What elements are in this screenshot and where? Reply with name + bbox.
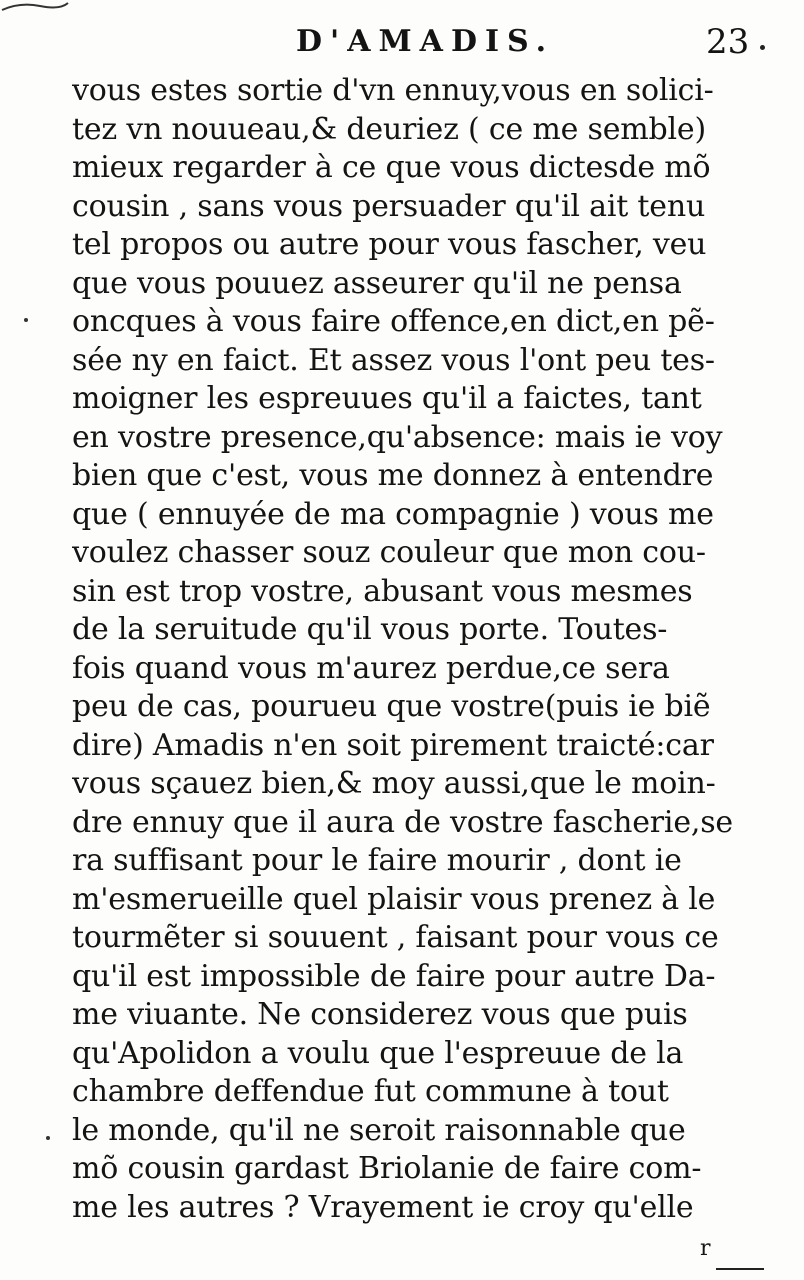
text-line: me les autres ? Vrayement ie croy qu'elle [72, 1189, 694, 1225]
text-line: chambre deffendue fut commune à tout [72, 1074, 669, 1109]
text-line: tourmẽter si souuent , faisant pour vous ce [72, 920, 719, 955]
signature-mark: r [700, 1236, 711, 1261]
page-number: 23 [706, 22, 750, 62]
text-line: sin est trop vostre, abusant vous mesmes [72, 573, 693, 609]
text-line: moigner les espreuues qu'il a faictes, tant [72, 381, 702, 416]
text-line: peu de cas, pourueu que vostre(puis ie biẽ [72, 689, 711, 724]
text-line: dre ennuy que il aura de vostre fascherie,se [72, 804, 733, 840]
page-footer [0, 1228, 804, 1280]
text-line: tez vn nouueau,& deuriez ( ce me semble) [72, 111, 706, 147]
running-title: D'AMADIS. [296, 24, 555, 59]
page-header [0, 20, 804, 68]
text-line: dire) Amadis n'en soit pirement traicté:car [72, 727, 714, 763]
text-line: bien que c'est, vous me donnez à entendre [72, 458, 714, 493]
text-line: me viuante. Ne considerez vous que puis [72, 997, 688, 1032]
text-line: tel propos ou autre pour vous fascher, veu [72, 227, 707, 262]
text-line: m'esmerueille quel plaisir vous prenez à le [72, 881, 716, 917]
text-line: que vous pouuez asseurer qu'il ne pensa [72, 265, 682, 301]
header-dot [760, 45, 765, 50]
text-line: que ( ennuyée de ma compagnie ) vous me [72, 496, 714, 532]
text-line: fois quand vous m'aurez perdue,ce sera [72, 650, 670, 686]
text-line: de la seruitude qu'il vous porte. Toutes- [72, 612, 668, 647]
margin-speck [24, 318, 28, 322]
text-line: qu'il est impossible de faire pour autre Da- [72, 958, 716, 994]
text-line: qu'Apolidon a voulu que l'espreuue de la [72, 1035, 684, 1071]
text-line: voulez chasser souz couleur que mon cou- [72, 535, 706, 570]
text-line: mõ cousin gardast Briolanie de faire com- [72, 1151, 702, 1186]
text-line: vous sçauez bien,& moy aussi,que le moin- [72, 766, 716, 801]
corner-ink-mark [0, 0, 70, 14]
margin-speck [46, 1136, 50, 1140]
body-text [72, 72, 742, 1227]
text-line: cousin , sans vous persuader qu'il ait tenu [72, 188, 706, 224]
text-line: mieux regarder à ce que vous dictesde mõ [72, 150, 711, 185]
text-line: ra suffisant pour le faire mourir , dont ie [72, 843, 682, 878]
footer-rule [716, 1268, 764, 1270]
text-line: vous estes sortie d'vn ennuy,vous en solici- [72, 73, 714, 108]
text-line: sée ny en faict. Et assez vous l'ont peu tes- [72, 342, 715, 378]
text-line: oncques à vous faire offence,en dict,en pẽ- [72, 304, 715, 339]
text-line: le monde, qu'il ne seroit raisonnable que [72, 1112, 686, 1148]
text-line: en vostre presence,qu'absence: mais ie voy [72, 419, 723, 455]
